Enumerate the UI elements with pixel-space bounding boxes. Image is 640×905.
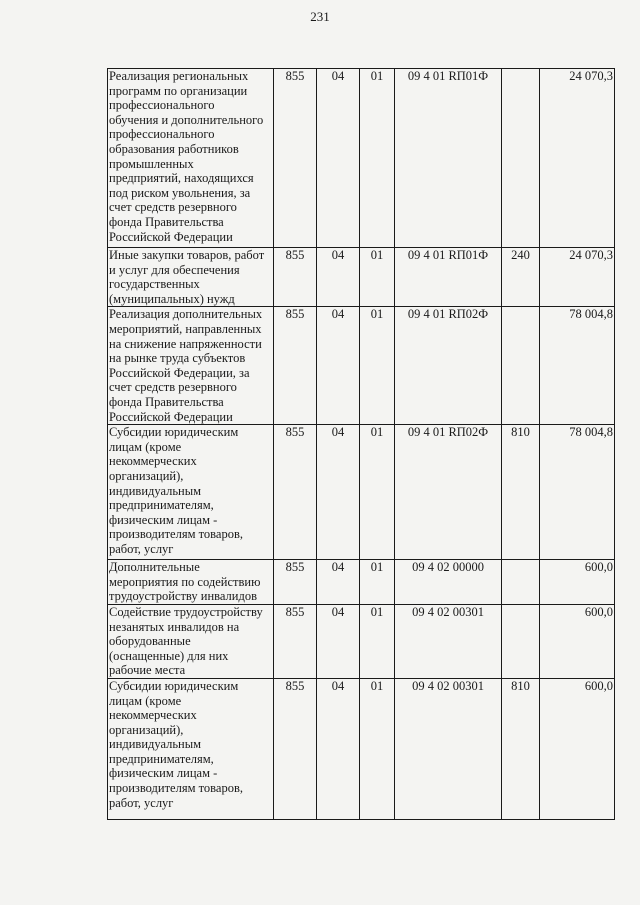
ministry-code-cell: 855 [274, 678, 317, 819]
row-name-cell [108, 678, 274, 819]
table-row [108, 560, 615, 605]
expense-type-cell: 240 [502, 248, 540, 307]
table-row [108, 248, 615, 307]
amount-cell: 24 070,3 [540, 248, 615, 307]
row-name-text: Содействие трудоустройству незанятых инвалидов на оборудованные (оснащенные) для них рабочие места [109, 604, 263, 678]
expense-type-cell: 810 [502, 678, 540, 819]
amount-cell: 600,0 [540, 678, 615, 819]
subsection-code-cell: 01 [360, 248, 395, 307]
target-article-cell: 09 4 02 00000 [395, 560, 502, 605]
target-article-cell: 09 4 02 00301 [395, 604, 502, 678]
table-row [108, 69, 615, 248]
row-name-text: Дополнительные мероприятия по содействию трудоустройству инвалидов [109, 560, 261, 604]
section-code-cell: 04 [317, 560, 360, 605]
expense-type-cell [502, 307, 540, 425]
amount-cell: 600,0 [540, 604, 615, 678]
expense-type-cell [502, 604, 540, 678]
table-row [108, 307, 615, 425]
section-code-cell: 04 [317, 248, 360, 307]
table-row [108, 678, 615, 819]
row-name-text: Субсидии юридическим лицам (кроме некоммерческих организаций), индивидуальным предпринимателям, физическим лицам - производителям товаров, работ, услуг [109, 678, 243, 810]
target-article-cell: 09 4 01 RП02Ф [395, 307, 502, 425]
row-name-text: Иные закупки товаров, работ и услуг для обеспечения государственных (муниципальных) нужд [109, 248, 265, 306]
section-code-cell: 04 [317, 604, 360, 678]
row-name-text: Реализация дополнительных мероприятий, направленных на снижение напряженности на рынке труда субъектов Российской Федерации, за счет средств резервного фонда Правительства Российской Федерации [109, 307, 263, 424]
row-name-cell [108, 69, 274, 248]
expense-type-cell [502, 560, 540, 605]
subsection-code-cell: 01 [360, 69, 395, 248]
ministry-code-cell: 855 [274, 560, 317, 605]
section-code-cell: 04 [317, 678, 360, 819]
subsection-code-cell: 01 [360, 560, 395, 605]
row-name-text: Субсидии юридическим лицам (кроме некоммерческих организаций), индивидуальным предпринимателям, физическим лицам - производителям товаров, работ, услуг [109, 425, 243, 556]
table-body [108, 69, 615, 820]
row-name-text: Реализация региональных программ по организации профессионального обучения и дополнительного профессионального образования работников промышленных предприятий, находящихся под риском увольнения, за счет средств резервного фонда Правительства Российской Федерации [109, 69, 264, 244]
target-article-cell: 09 4 01 RП01Ф [395, 69, 502, 248]
ministry-code-cell: 855 [274, 604, 317, 678]
target-article-cell: 09 4 01 RП01Ф [395, 248, 502, 307]
ministry-code-cell: 855 [274, 248, 317, 307]
ministry-code-cell: 855 [274, 69, 317, 248]
budget-table [107, 68, 615, 820]
amount-cell: 78 004,8 [540, 307, 615, 425]
ministry-code-cell: 855 [274, 307, 317, 425]
amount-cell: 78 004,8 [540, 425, 615, 560]
row-name-cell [108, 248, 274, 307]
ministry-code-cell: 855 [274, 425, 317, 560]
subsection-code-cell: 01 [360, 425, 395, 560]
row-name-cell [108, 425, 274, 560]
expense-type-cell: 810 [502, 425, 540, 560]
subsection-code-cell: 01 [360, 678, 395, 819]
page-number: 231 [310, 9, 330, 24]
row-name-cell [108, 307, 274, 425]
table-row [108, 425, 615, 560]
subsection-code-cell: 01 [360, 307, 395, 425]
section-code-cell: 04 [317, 69, 360, 248]
row-name-cell [108, 560, 274, 605]
amount-cell: 600,0 [540, 560, 615, 605]
expense-type-cell [502, 69, 540, 248]
row-name-cell [108, 604, 274, 678]
table-row [108, 604, 615, 678]
target-article-cell: 09 4 01 RП02Ф [395, 425, 502, 560]
section-code-cell: 04 [317, 307, 360, 425]
amount-cell: 24 070,3 [540, 69, 615, 248]
target-article-cell: 09 4 02 00301 [395, 678, 502, 819]
section-code-cell: 04 [317, 425, 360, 560]
subsection-code-cell: 01 [360, 604, 395, 678]
